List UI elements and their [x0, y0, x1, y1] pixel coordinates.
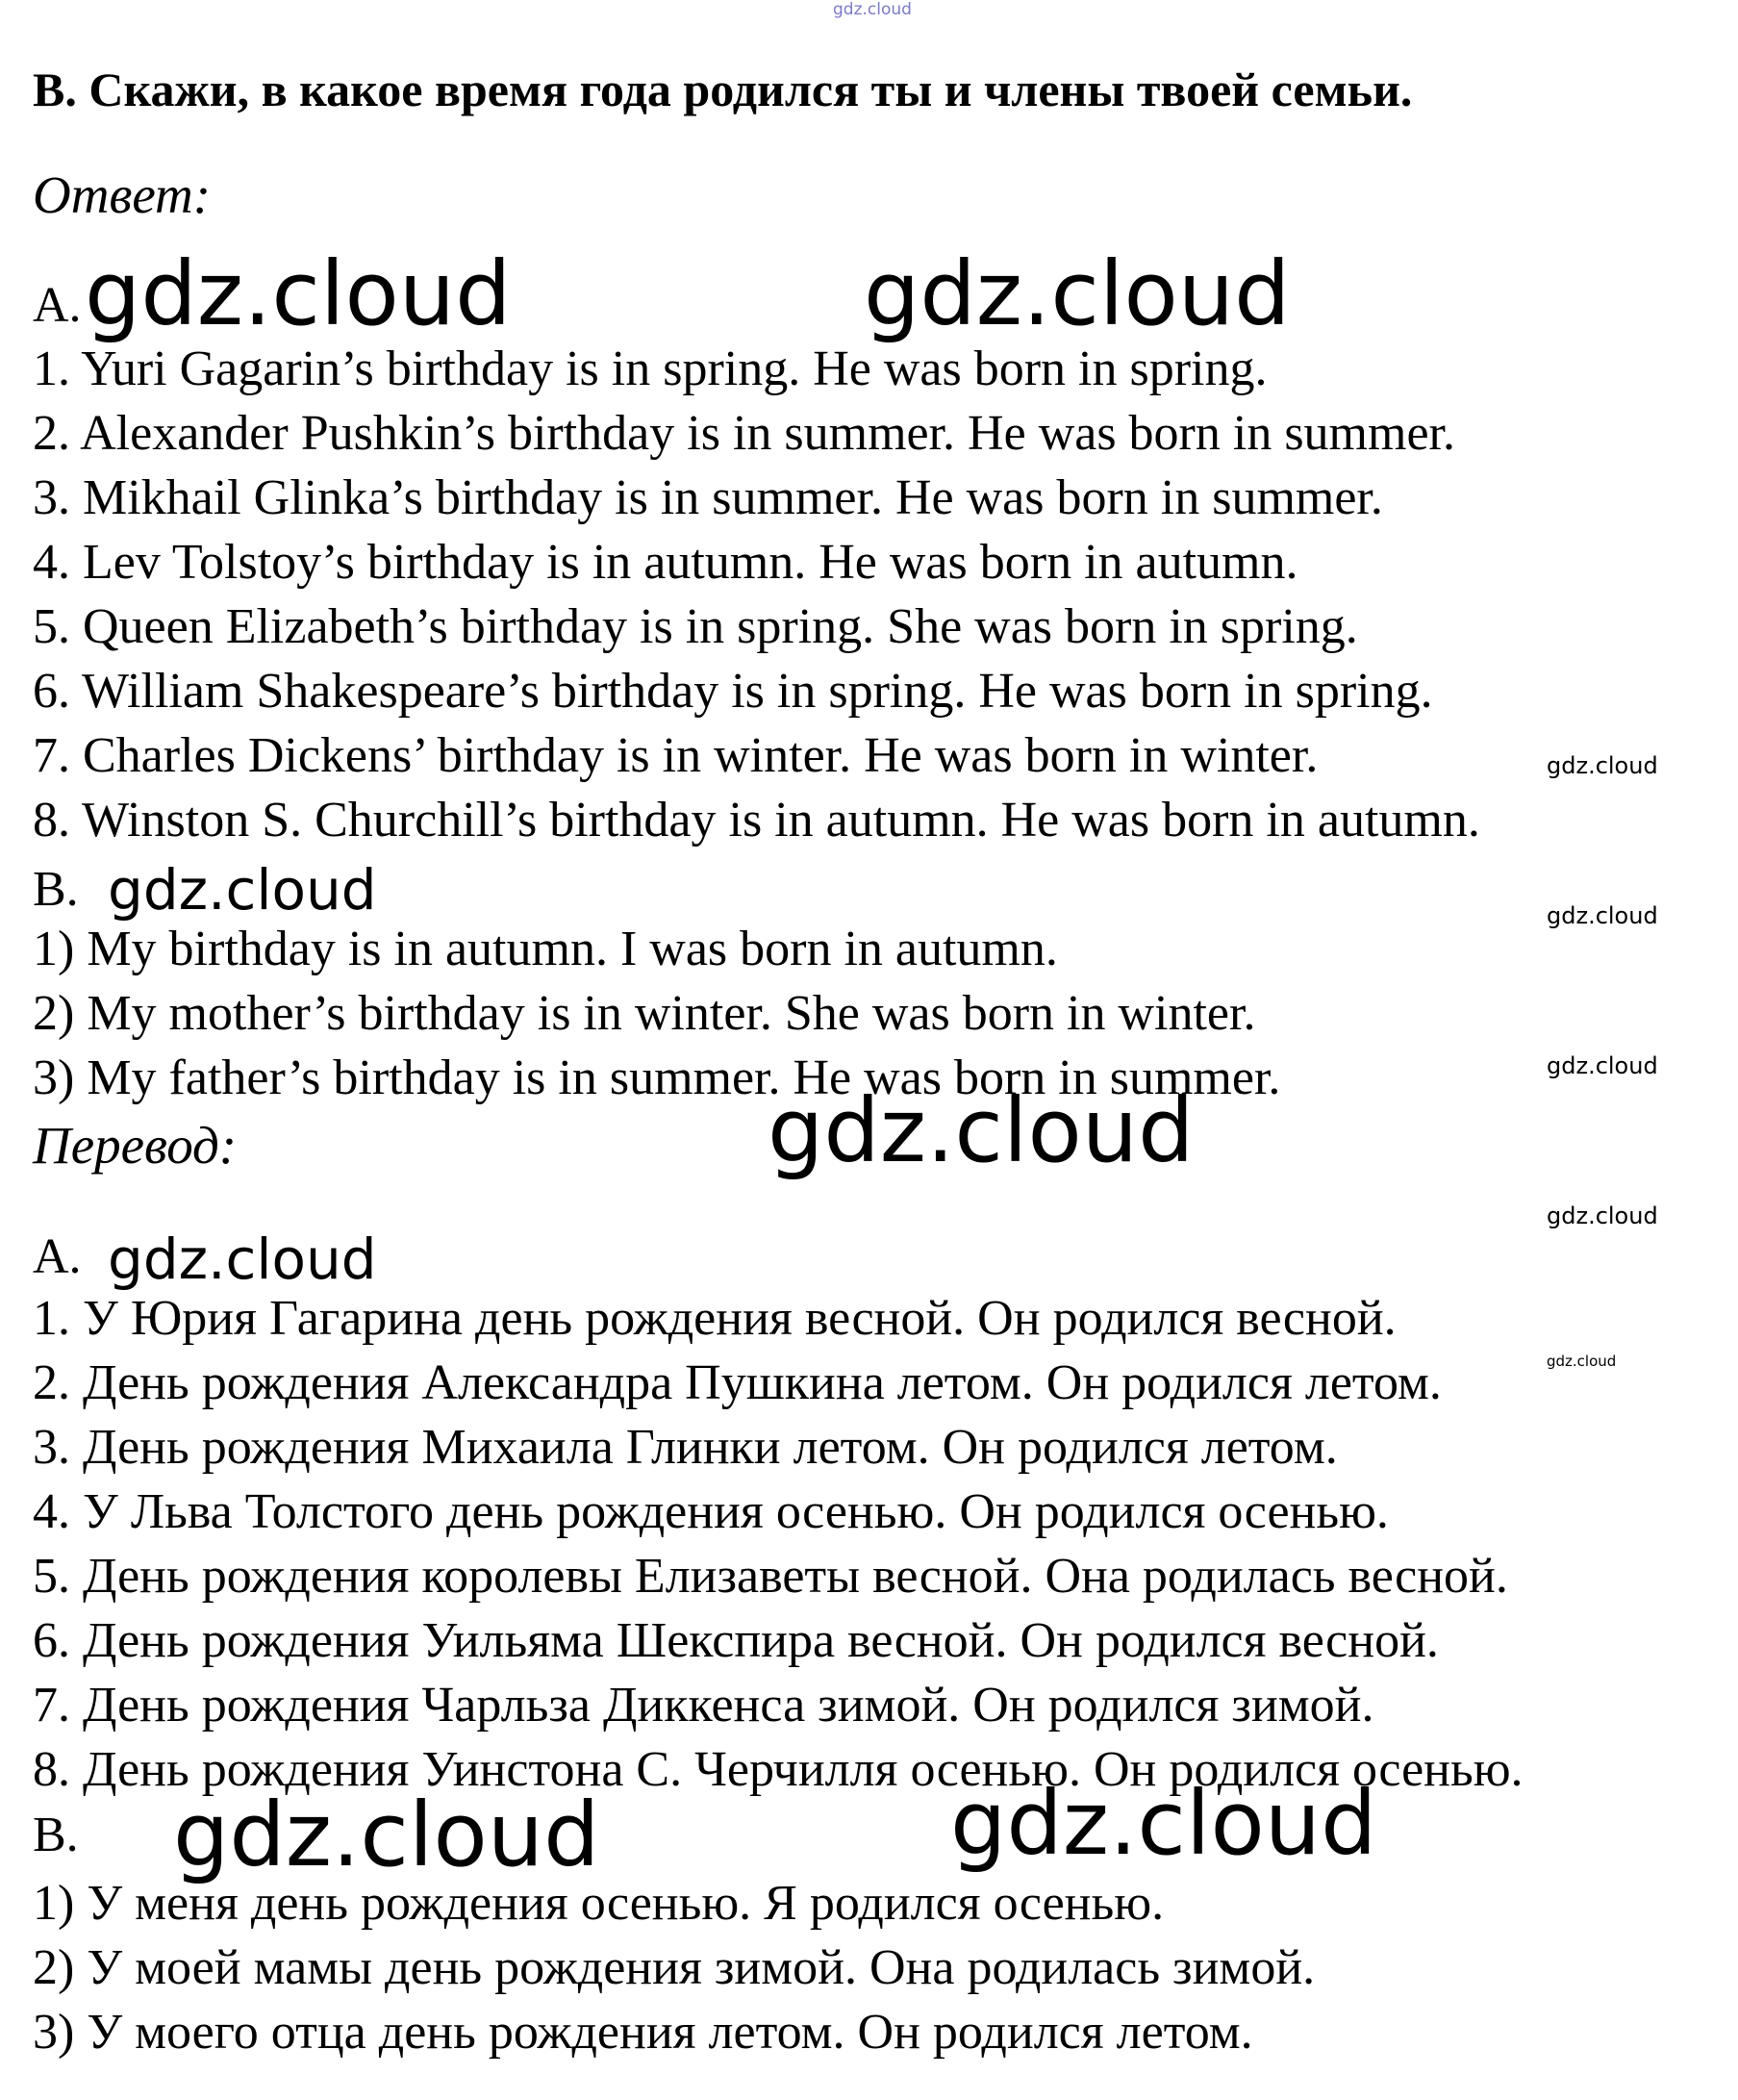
translation-section-a-letter: A. — [33, 1229, 82, 1284]
answer-b-line-1: 1) My birthday is in autumn. I was born in autumn. — [33, 922, 1058, 976]
translation-a-line-8: 8. День рождения Уинстона С. Черчилля осенью. Он родился осенью. — [33, 1742, 1524, 1797]
answer-a-line-5: 5. Queen Elizabeth’s birthday is in spring. She was born in spring. — [33, 599, 1358, 654]
translation-label: Перевод: — [33, 1116, 238, 1175]
answer-label: Ответ: — [33, 165, 212, 224]
translation-a-line-7: 7. День рождения Чарльза Диккенса зимой. Он родился зимой. — [33, 1678, 1374, 1733]
answer-b-line-2: 2) My mother’s birthday is in winter. She was born in winter. — [33, 986, 1256, 1041]
watermark-small: gdz.cloud — [1547, 752, 1658, 779]
watermark: gdz.cloud — [108, 857, 377, 923]
watermark-small: gdz.cloud — [1547, 1202, 1658, 1229]
answer-a-line-3: 3. Mikhail Glinka’s birthday is in summer. He was born in summer. — [33, 470, 1383, 525]
answer-a-line-8: 8. Winston S. Churchill’s birthday is in autumn. He was born in autumn. — [33, 793, 1480, 848]
watermark: gdz.cloud — [864, 242, 1291, 345]
watermark-tiny: gdz.cloud — [1547, 1353, 1617, 1370]
answer-a-line-7: 7. Charles Dickens’ birthday is in winter. He was born in winter. — [33, 728, 1319, 783]
task-heading: В. Скажи, в какое время года родился ты и члены твоей семьи. — [33, 63, 1413, 116]
answer-a-line-2: 2. Alexander Pushkin’s birthday is in summer. He was born in summer. — [33, 406, 1455, 461]
translation-a-line-6: 6. День рождения Уильяма Шекспира весной. Он родился весной. — [33, 1613, 1439, 1668]
watermark-small: gdz.cloud — [1547, 1052, 1658, 1079]
watermark: gdz.cloud — [173, 1784, 600, 1886]
watermark-small: gdz.cloud — [1547, 902, 1658, 929]
answer-a-line-1: 1. Yuri Gagarin’s birthday is in spring. He was born in spring. — [33, 342, 1268, 396]
translation-b-line-2: 2) У моей мамы день рождения зимой. Она родилась зимой. — [33, 1940, 1316, 1995]
watermark: gdz.cloud — [108, 1227, 377, 1292]
watermark-top: gdz.cloud — [833, 0, 912, 19]
translation-a-line-5: 5. День рождения королевы Елизаветы весной. Она родилась весной. — [33, 1549, 1508, 1604]
translation-b-line-3: 3) У моего отца день рождения летом. Он родился летом. — [33, 2005, 1253, 2060]
watermark: gdz.cloud — [768, 1079, 1195, 1182]
translation-b-line-1: 1) У меня день рождения осенью. Я родился осенью. — [33, 1876, 1165, 1931]
watermark: gdz.cloud — [85, 242, 512, 345]
translation-a-line-4: 4. У Льва Толстого день рождения осенью. Он родился осенью. — [33, 1484, 1389, 1539]
answer-a-line-6: 6. William Shakespeare’s birthday is in spring. He was born in spring. — [33, 664, 1433, 719]
answer-section-b-letter: B. — [33, 862, 79, 917]
watermark: gdz.cloud — [950, 1772, 1377, 1875]
answer-b-line-3: 3) My father’s birthday is in summer. He was born in summer. — [33, 1050, 1281, 1105]
translation-a-line-1: 1. У Юрия Гагарина день рождения весной. Он родился весной. — [33, 1291, 1397, 1346]
answer-section-a-letter: A. — [33, 278, 82, 333]
translation-section-b-letter: B. — [33, 1808, 79, 1862]
answer-a-line-4: 4. Lev Tolstoy’s birthday is in autumn. He was born in autumn. — [33, 535, 1298, 590]
translation-a-line-2: 2. День рождения Александра Пушкина летом. Он родился летом. — [33, 1355, 1442, 1410]
translation-a-line-3: 3. День рождения Михаила Глинки летом. Он родился летом. — [33, 1420, 1338, 1475]
